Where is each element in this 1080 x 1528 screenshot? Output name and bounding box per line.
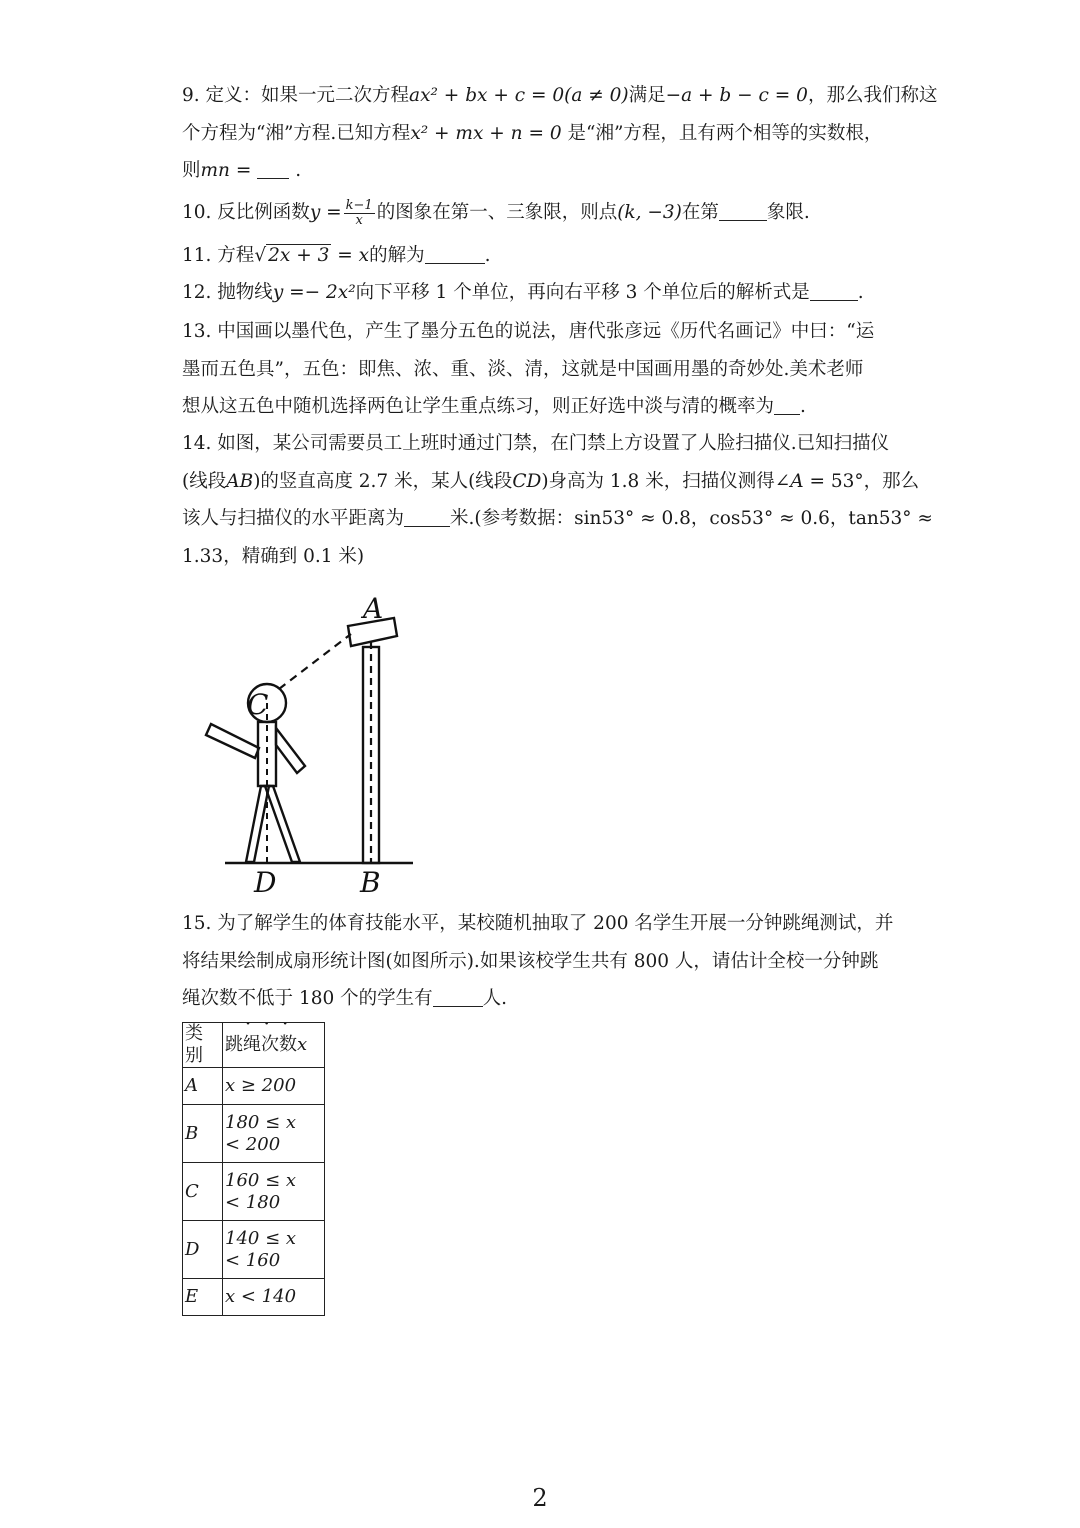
range-line: 180 ≤ x xyxy=(225,1111,297,1133)
emphasis-char: 低 xyxy=(256,988,275,1009)
question-14 xyxy=(182,425,933,575)
emphasis-char: 于 xyxy=(274,988,294,1009)
table-row xyxy=(183,1068,325,1105)
question-10 xyxy=(182,194,907,232)
answer-blank[interactable] xyxy=(425,245,485,265)
range-line: x ≥ 200 xyxy=(225,1075,297,1096)
q14-text: )身高为 1.8 米，扫描仪测得∠ xyxy=(541,470,791,492)
q10-text: 10. 反比例函数 xyxy=(182,202,310,223)
q9-text: 9. 定义：如果一元二次方程 xyxy=(182,85,410,106)
range-line: < 160 xyxy=(225,1249,281,1271)
q9-text: ，那么我们称这 xyxy=(807,85,938,106)
range-line: 160 ≤ x xyxy=(225,1169,297,1191)
q13-text: 想从这五色中随机选择两色让学生重点练习，则正好选中淡与清的概率为 xyxy=(182,396,775,417)
q14-text: = 53°，那么 xyxy=(803,470,920,492)
label-c: C xyxy=(247,688,269,721)
row-range xyxy=(223,1105,325,1163)
range-line: x < 140 xyxy=(225,1286,297,1307)
q12-text: . xyxy=(857,282,864,303)
angle-a: A xyxy=(790,470,804,492)
q14-line-1: 14. 如图，某公司需要员工上班时通过门禁，在门禁上方设置了人脸扫描仪.已知扫描仪 xyxy=(182,433,890,454)
answer-blank[interactable] xyxy=(257,160,289,180)
question-13 xyxy=(182,313,907,426)
q15-line-2: 将结果绘制成扇形统计图(如图所示).如果该校学生共有 800 人，请估计全校一分钟跳 xyxy=(182,950,879,972)
scanner-diagram xyxy=(195,590,425,895)
q15-text: 180 个的学生有 xyxy=(293,988,433,1009)
row-range xyxy=(223,1068,325,1105)
range-line: 140 ≤ x xyxy=(225,1227,297,1249)
label-b: B xyxy=(360,866,381,895)
q14-text: )的竖直高度 2.7 米，某人(线段 xyxy=(253,470,513,492)
answer-blank[interactable] xyxy=(433,988,483,1008)
q10-point: (k, −3) xyxy=(617,202,682,223)
row-range xyxy=(223,1279,325,1316)
q12-text: 12. 抛物线 xyxy=(182,282,273,303)
answer-blank[interactable] xyxy=(719,202,767,222)
label-a: A xyxy=(363,592,384,625)
q9-expression: mn xyxy=(200,160,230,181)
row-category: E xyxy=(183,1279,223,1316)
row-category: A xyxy=(183,1068,223,1105)
q15-text: 人. xyxy=(482,988,508,1009)
fraction-numerator: k−1 xyxy=(345,197,373,213)
q10-text: 在第 xyxy=(681,202,719,223)
row-category: D xyxy=(183,1221,223,1279)
q14-text: 米.(参考数据：sin53° ≈ 0.8，cos53° ≈ 0.6，tan53° ≈ xyxy=(450,508,933,529)
row-range xyxy=(223,1163,325,1221)
q9-text: 满足 xyxy=(628,85,666,106)
question-9 xyxy=(182,77,938,190)
segment-ab: AB xyxy=(226,470,254,492)
page-number: 2 xyxy=(532,1484,548,1512)
q11-text: . xyxy=(484,245,491,266)
answer-blank[interactable] xyxy=(774,396,800,416)
range-line: < 200 xyxy=(225,1133,281,1155)
header-count-label: 跳绳次数 xyxy=(225,1034,297,1055)
q12-parabola: y =− 2x² xyxy=(272,282,356,303)
row-category: B xyxy=(183,1105,223,1163)
q13-text: . xyxy=(800,396,806,417)
header-variable: x xyxy=(297,1034,308,1055)
q9-text: = xyxy=(229,160,252,181)
emphasis-char: 不 xyxy=(237,988,257,1009)
person-left-arm xyxy=(206,724,259,758)
row-range xyxy=(223,1221,325,1279)
answer-blank[interactable] xyxy=(404,508,450,528)
q11-text: 的解为 xyxy=(369,245,425,266)
q14-text: 该人与扫描仪的水平距离为 xyxy=(182,508,405,529)
q13-line-1: 13. 中国画以墨代色，产生了墨分五色的说法，唐代张彦远《历代名画记》中曰：“运 xyxy=(182,321,875,342)
q10-function: y = xyxy=(309,202,342,223)
q11-radicand: 2x + 3 xyxy=(268,245,330,266)
header-count xyxy=(223,1023,325,1068)
q9-text: 个方程为“湘”方程.已知方程 xyxy=(182,122,411,144)
q14-text: (线段 xyxy=(182,470,227,492)
range-line: < 180 xyxy=(225,1191,281,1213)
header-category: 类别 xyxy=(183,1023,223,1068)
table-row xyxy=(183,1279,325,1316)
sqrt-symbol: √ xyxy=(254,245,267,266)
q14-line-4: 1.33，精确到 0.1 米) xyxy=(182,545,365,567)
question-12 xyxy=(182,274,907,312)
jump-rope-table xyxy=(182,1022,325,1316)
q10-text: 象限. xyxy=(766,202,810,223)
person-torso xyxy=(258,722,276,786)
q11-text: 11. 方程 xyxy=(182,245,255,266)
table-row xyxy=(183,1221,325,1279)
person-left-leg xyxy=(246,786,269,862)
table-row xyxy=(183,1105,325,1163)
q9-equation: ax² + bx + c = 0(a ≠ 0) xyxy=(409,85,629,106)
row-category: C xyxy=(183,1163,223,1221)
q15-text: 绳次数 xyxy=(182,988,238,1009)
q9-equation-2: x² + mx + n = 0 xyxy=(410,122,562,144)
q9-text: 则 xyxy=(182,160,201,181)
question-15 xyxy=(182,905,907,1018)
table-header-row xyxy=(183,1023,325,1068)
q12-text: 向下平移 1 个单位，再向右平移 3 个单位后的解析式是 xyxy=(355,282,810,303)
question-11 xyxy=(182,237,907,275)
q10-text: 的图象在第一、三象限，则点 xyxy=(376,202,618,223)
table-row xyxy=(183,1163,325,1221)
q13-line-2: 墨而五色具”，五色：即焦、浓、重、淡、清，这就是中国画用墨的奇妙处.美术老师 xyxy=(182,358,864,380)
person-right-leg xyxy=(265,786,300,862)
q15-line-1: 15. 为了解学生的体育技能水平，某校随机抽取了 200 名学生开展一分钟跳绳测试，并 xyxy=(182,913,894,934)
fraction-denominator: x xyxy=(355,212,363,228)
q11-equation: = x xyxy=(331,245,370,266)
segment-cd: CD xyxy=(512,470,542,492)
person-right-arm xyxy=(276,728,305,773)
q9-text: 是“湘”方程，且有两个相等的实数根， xyxy=(561,122,883,144)
q9-text: . xyxy=(289,160,302,181)
q10-fraction xyxy=(344,199,375,228)
label-d: D xyxy=(254,866,277,895)
answer-blank[interactable] xyxy=(810,282,858,302)
q9-condition: −a + b − c = 0 xyxy=(665,85,808,106)
sight-line xyxy=(279,634,351,689)
